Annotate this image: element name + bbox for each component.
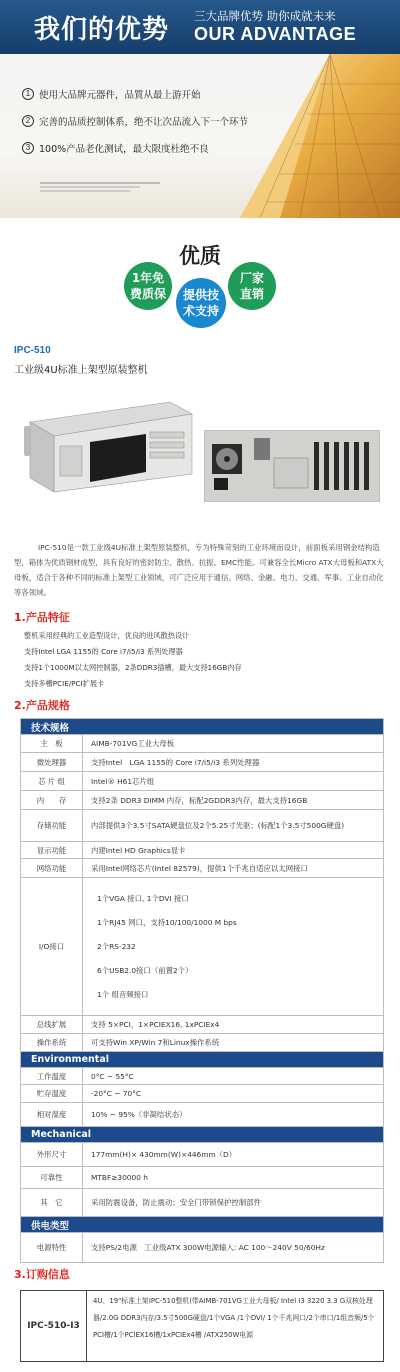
row-label: 芯 片 组 [21,772,83,791]
row-label: 其 它 [21,1189,83,1217]
order-table [20,1290,384,1362]
table-row [21,772,384,791]
quality-title: 优质 [179,244,221,268]
row-value: 内建Intel HD Graphics显卡 [83,842,384,859]
chassis-rear-image [204,430,380,502]
advantage-subtitle-en: OUR ADVANTAGE [194,24,357,44]
table-row [21,1143,384,1167]
feature-item: 支持Intel LGA 1155的 Core i7/i5/i3 系列处理器 [24,647,183,656]
table-row [21,753,384,772]
row-value: 采用防震设备，防止震动；安全门带锁保护控制部件 [83,1189,384,1217]
table-row [21,1167,384,1189]
advantage-item-3 [22,141,209,155]
row-label: 微处理器 [21,753,83,772]
row-label: 主 板 [21,735,83,753]
circled-number-icon: 3 [22,142,34,154]
factory-direct-badge [228,262,276,310]
row-value: 支持PS/2电源 工业级ATX 300W电源输入: AC 100～240V 50/60Hz [83,1233,384,1263]
io-item: 1个RJ45 网口，支持10/100/1000 M bps [97,917,237,927]
order-title: 3.订购信息 [14,1268,70,1281]
row-label: 可靠性 [21,1167,83,1189]
table-row [21,1068,384,1085]
specs-title: 2.产品规格 [14,699,70,712]
advantage-title: 我们的优势 [34,15,170,45]
product-code: IPC-510 [14,345,51,356]
row-label: 总线扩展 [21,1016,83,1034]
row-value: 0°C ~ 55°C [83,1068,384,1085]
spec-band-environmental [21,1052,384,1068]
row-value: 内部提供3个3.5寸SATA硬盘位及2个5.25寸光驱；(标配1个3.5寸500G硬盘) [83,810,384,842]
row-label: 存储功能 [21,810,83,842]
advantage-item-text: 使用大品牌元器件，品質从最上游开始 [39,90,201,101]
row-label: I/O接口 [21,878,83,1016]
spec-band-power [21,1217,384,1233]
factory-direct-badge-text: 厂家直销 [239,271,264,301]
table-row [21,1034,384,1052]
warranty-badge [124,262,172,310]
row-value: -20°C ~ 70°C [83,1085,384,1103]
table-row [21,878,384,1016]
circled-number-icon: 1 [22,88,34,100]
advantage-item-text: 完善的品质控制体系，绝不让次品流入下一个环节 [39,117,249,128]
table-row [21,1103,384,1127]
row-value: Intel® H61芯片组 [83,772,384,791]
spec-band-mechanical [21,1127,384,1143]
circled-number-icon: 2 [22,115,34,127]
row-label: 显示功能 [21,842,83,859]
band-label: Environmental [21,1052,384,1068]
row-label: 工作温度 [21,1068,83,1085]
row-label: 网络功能 [21,859,83,878]
table-row [21,791,384,810]
chassis-front-image [20,388,196,494]
product-name: 工业级4U标准上架型原装整机 [14,365,148,376]
band-label: 技术规格 [21,719,384,735]
io-item: 2个RS-232 [97,941,136,951]
row-value: 支持Intel LGA 1155的 Core i7/i5/i3 系列处理器 [83,753,384,772]
io-list [83,878,384,1016]
row-value: AIMB-701VG工业大母板 [83,735,384,753]
band-label: 供电类型 [21,1217,384,1233]
spec-band-tech [21,719,384,735]
table-row [21,859,384,878]
table-row [21,1085,384,1103]
row-value: 支持2条 DDR3 DIMM 内存，标配2GDDR3内存，最大支持16GB [83,791,384,810]
io-item: 1个VGA 接口, 1个DVI 接口 [97,893,189,903]
feature-item: 整机采用经典的工业造型设计，优良的进风散热设计 [24,631,190,640]
advantage-item-1 [22,87,201,101]
row-label: 贮存温度 [21,1085,83,1103]
tech-support-badge [176,278,226,328]
row-label: 外形尺寸 [21,1143,83,1167]
advantage-subtitle-cn: 三大品牌优势 助你成就未来 [194,9,336,23]
band-label: Mechanical [21,1127,384,1143]
table-row [21,735,384,753]
row-label: 内 存 [21,791,83,810]
advantage-item-text: 100%产品老化测试，最大限度杜绝不良 [39,144,209,155]
row-value: 可支持Win XP/Win 7和Linux操作系统 [83,1034,384,1052]
spec-table [20,718,384,1263]
product-intro: IPC-510是一款工业级4U标准上架型原装整机，专为特殊苛刻的工业环境而设计，前面板采用钢金结构造型，箱体为优质钢材成型，具有良好的密封防尘、散热、抗振、EMC性能。可兼容全长Micro ATX大母板和ATX大母板，适合于各种不同的标准上架型工业领域，可广泛应用于通信、网络、金融、电力、交通、军事、工业自动化等各领域。 [14,543,384,597]
row-label: 操作系统 [21,1034,83,1052]
feature-item: 支持1个1000M以太网控制器，2条DDR3插槽，最大支持16GB内存 [24,663,242,672]
warranty-badge-text: 1年免费质保 [130,271,167,301]
table-row [21,1016,384,1034]
row-label: 相对湿度 [21,1103,83,1127]
table-row [21,810,384,842]
row-label: 电源特性 [21,1233,83,1263]
features-title: 1.产品特征 [14,611,70,624]
table-row [21,1233,384,1263]
io-item: 6个USB2.0接口（前置2个） [97,965,193,975]
row-value: 支持 5×PCI，1×PCIEX16, 1xPCIEx4 [83,1016,384,1034]
advantage-item-2 [22,114,248,128]
io-item: 1个 组音频接口 [97,989,149,999]
order-description: 4U、19"标准上架IPC-510整机(带AIMB-701VG工业大母板/ Intel I3 3220 3.3 G双核处理器/2.0G DDR3内存/3.5寸500G硬盘/1个VGA /1个DVI/ 1个千兆网口/2个串口/1组音频/5个PCI槽/1个PCIEX16槽/1xPCIEx4槽 /ATX250W电源 [93,1297,375,1339]
feature-item: 支持多槽PCIE/PCI扩展卡 [24,679,105,688]
row-value: MTBF≥30000 h [83,1167,384,1189]
order-code: IPC-510-Ⅰ3 [21,1291,87,1361]
glass-pyramid-image [220,54,400,218]
decorative-fine-print [40,180,170,194]
row-value: 10% ~ 95%（非凝结状态） [83,1103,384,1127]
table-row [21,1189,384,1217]
row-value: 177mm(H)× 430mm(W)×446mm（D） [83,1143,384,1167]
table-row [21,842,384,859]
tech-support-badge-text: 提供技术支持 [183,288,220,318]
row-value: 采用Intel网络芯片(Intel 82579)，提供1个千兆自适应以太网接口 [83,859,384,878]
